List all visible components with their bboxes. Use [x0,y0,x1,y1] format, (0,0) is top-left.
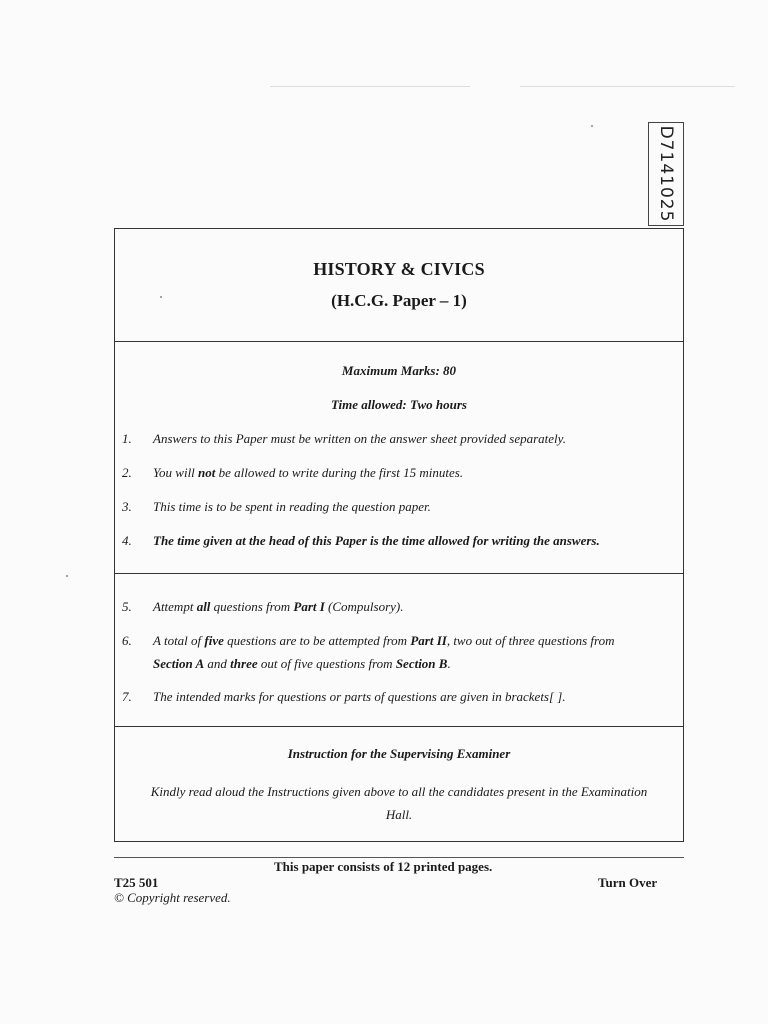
page-count: This paper consists of 12 printed pages. [274,859,493,874]
scan-line [270,86,470,87]
instruction-number: 3. [122,499,132,514]
instruction-number: 1. [122,431,132,446]
paper-code-box [648,122,684,226]
instruction-number: 4. [122,533,132,548]
copyright-notice: © Copyright reserved. [114,890,231,905]
paper-title: HISTORY & CIVICS [313,259,485,279]
maximum-marks: Maximum Marks: 80 [341,363,457,378]
instruction-number: 5. [122,599,132,614]
title-section [115,229,683,342]
instruction-text: Attempt all questions from Part I (Compulsory). [153,599,404,614]
scan-line [520,86,735,87]
instruction-text: The time given at the head of this Paper is the time allowed for writing the answers. [153,533,600,548]
instruction-text: This time is to be spent in reading the question paper. [153,499,431,514]
instruction-text: The intended marks for questions or parts of questions are given in brackets[ ]. [153,689,566,704]
instruction-number: 6. [122,633,132,648]
instruction-number: 7. [122,689,132,704]
scan-speck [591,125,593,127]
supervisor-title: Instruction for the Supervising Examiner [287,746,511,761]
paper-serial: T25 501 [114,875,159,890]
instruction-text: Answers to this Paper must be written on the answer sheet provided separately. [153,431,566,446]
general-instructions-section [115,341,683,574]
paper-code: D7141025 [656,125,676,223]
footer-rule [114,857,684,858]
instruction-text: You will not be allowed to write during the first 15 minutes. [153,465,464,480]
paper-subtitle: (H.C.G. Paper – 1) [331,291,467,310]
instruction-number: 2. [122,465,132,480]
answering-instructions-section [115,573,683,727]
instruction-text: A total of five questions are to be attempted from Part II, two out of three questions from Section A and three out of five questions from Section B. [153,633,615,671]
supervisor-instruction: Kindly read aloud the Instructions given above to all the candidates present in the Examination Hall. [150,784,648,822]
time-allowed: Time allowed: Two hours [331,397,467,412]
turn-over: Turn Over [598,875,658,890]
scan-speck [66,575,68,577]
cover-frame [114,228,684,842]
supervisor-section [115,726,683,841]
